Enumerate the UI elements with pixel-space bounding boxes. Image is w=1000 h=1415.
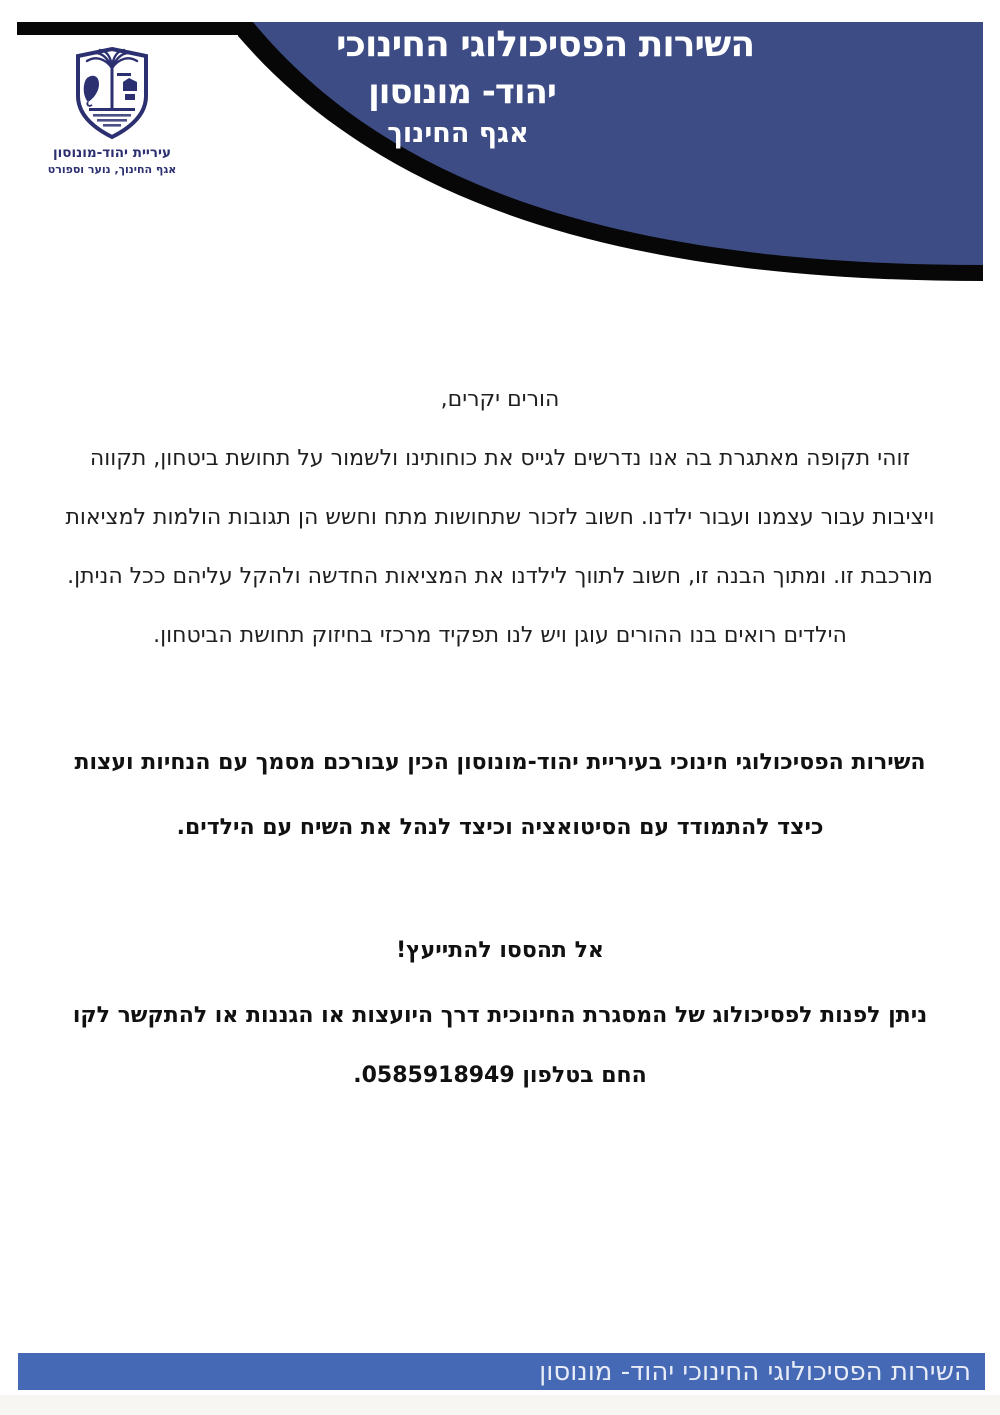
contact-paragraph: [0, 985, 1000, 1105]
intro-line: הילדים רואים בנו ההורים עוגן ויש לנו תפקיד מרכזי בחיזוק תחושת הביטחון.: [153, 623, 847, 648]
service-line: השירות הפסיכולוגי חינוכי בעיריית יהוד-מונוסון הכין עבורכם מסמך עם הנחיות ועצות: [74, 750, 926, 775]
header-black-bar: [17, 22, 257, 35]
service-paragraph: [0, 730, 1000, 860]
intro-line: ויציבות עבור עצמנו ועבור ילדנו. חשוב לזכור שתחושות מתח וחשש הן תגובות הולמות למציאות: [65, 505, 935, 530]
footer-bar: [18, 1353, 985, 1390]
intro-line: זוהי תקופה מאתגרת בה אנו נדרשים לגייס את כוחותינו ולשמור על תחושת ביטחון, תקווה: [89, 446, 911, 471]
intro-paragraph: [0, 370, 1000, 665]
header-title-line2: יהוד- מונוסון: [368, 72, 556, 112]
scan-artifact-strip: [0, 1395, 1000, 1415]
greeting-line: הורים יקרים,: [440, 387, 560, 412]
logo-department-name: אגף החינוך, נוער וספורט: [47, 163, 177, 176]
hotline-phone-line: החם בטלפון 0585918949.: [353, 1062, 647, 1088]
footer-title: השירות הפסיכולוגי החינוכי יהוד- מונוסון: [539, 1356, 971, 1387]
service-line: כיצד להתמודד עם הסיטואציה וכיצד לנהל את השיח עם הילדים.: [176, 815, 824, 840]
contact-line: ניתן לפנות לפסיכולוג של המסגרת החינוכית דרך היועצות או הגננות או להתקשר לקו: [72, 1002, 928, 1028]
callout-paragraph: [0, 938, 1000, 963]
header-title-line3: אגף החינוך: [387, 118, 529, 149]
callout-line: אל תהססו להתייעץ!: [396, 938, 604, 963]
header-title-line1: השירות הפסיכולוגי החינוכי: [335, 24, 755, 65]
municipal-emblem-icon: [73, 46, 151, 140]
municipality-logo: [42, 46, 182, 176]
logo-municipality-name: עיריית יהוד-מונוסון: [53, 145, 171, 161]
intro-line: מורכבת זו. ומתוך הבנה זו, חשוב לתווך לילדנו את המציאות החדשה ולהקל עליהם ככל הניתן.: [67, 564, 933, 589]
